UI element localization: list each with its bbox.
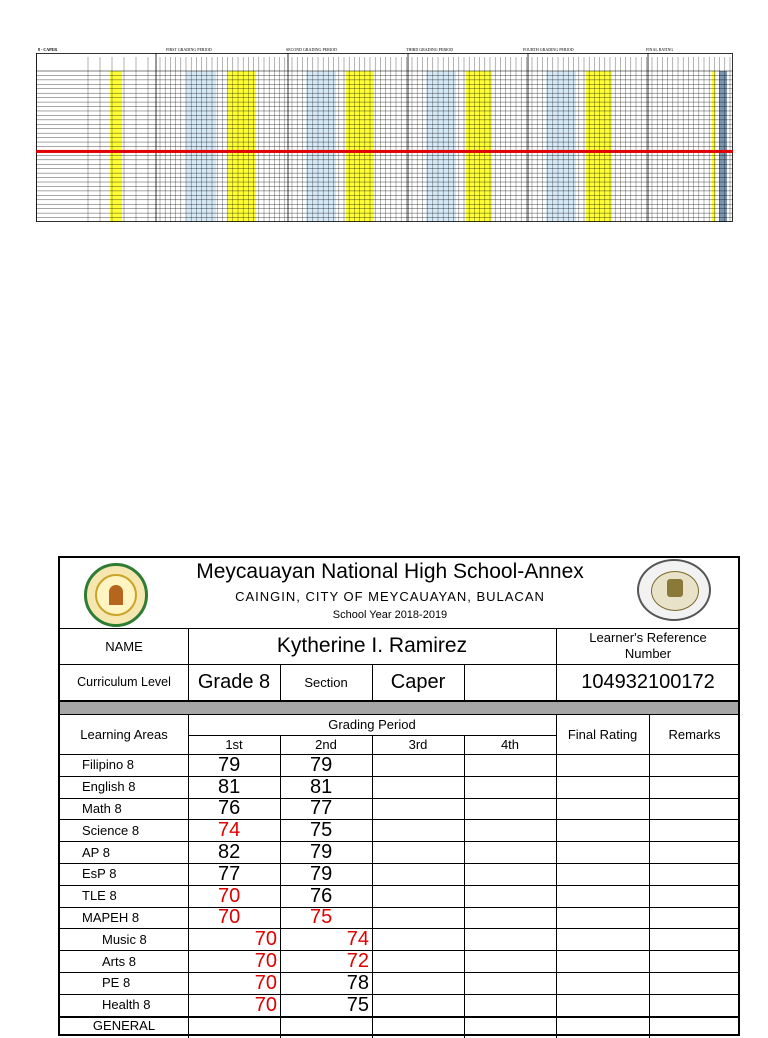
- grade-q1: 76: [218, 797, 241, 820]
- subject-name: TLE 8: [82, 888, 117, 904]
- section-value: Caper: [390, 670, 446, 693]
- grade-q1: 70: [254, 928, 277, 951]
- grade-q1: 82: [218, 841, 241, 864]
- row-divider: [60, 776, 738, 777]
- grade-q1: 81: [218, 775, 241, 798]
- grade-q1: 74: [218, 819, 241, 842]
- grade-q2: 76: [310, 884, 333, 907]
- lrn-value: 104932100172: [581, 670, 715, 693]
- general-average-label: GENERAL: [92, 1018, 156, 1033]
- grading-period-header: Grading Period: [328, 717, 416, 732]
- school-name: Meycauayan National High School-Annex: [196, 560, 584, 583]
- row-divider: [60, 863, 738, 864]
- grade-q2: 75: [310, 819, 333, 842]
- subject-name: Math 8: [82, 800, 122, 816]
- row-divider: [60, 950, 738, 951]
- row-divider: [60, 1016, 738, 1017]
- sheet-period-fourth: FOURTH GRADING PERIOD: [523, 47, 574, 52]
- grade-level-value: Grade 8: [197, 670, 271, 693]
- grade-q1: 70: [218, 884, 241, 907]
- sheet-period-first: FIRST GRADING PERIOD: [166, 47, 212, 52]
- learning-areas-header: Learning Areas: [80, 726, 168, 742]
- quarter-2-header: 2nd: [315, 737, 337, 752]
- quarter-3-header: 3rd: [408, 737, 428, 752]
- sheet-grid: [36, 53, 733, 222]
- subject-name: Filipino 8: [82, 757, 135, 773]
- grade-q2: 75: [310, 906, 333, 929]
- grade-q2: 75: [346, 993, 369, 1016]
- grade-q2: 81: [310, 775, 333, 798]
- subject-name: Music 8: [102, 931, 147, 947]
- school-year: School Year 2018-2019: [332, 609, 448, 621]
- name-label: NAME: [105, 638, 143, 654]
- remarks-header: Remarks: [668, 726, 721, 742]
- separator-band: [60, 702, 738, 714]
- quarter-1-header: 1st: [225, 737, 243, 752]
- row-divider: [60, 907, 738, 908]
- grade-q2: 74: [346, 928, 369, 951]
- subject-name: MAPEH 8: [82, 909, 140, 925]
- row-divider: [60, 928, 738, 929]
- grade-q1: 70: [254, 950, 277, 973]
- grade-q1: 70: [218, 906, 241, 929]
- subject-name: Health 8: [102, 997, 151, 1013]
- grade-q2: 78: [346, 971, 369, 994]
- row-divider: [60, 798, 738, 799]
- row-divider: [60, 841, 738, 842]
- subject-name: Arts 8: [102, 953, 136, 969]
- deped-seal-icon: [84, 563, 148, 627]
- sheet-section-label: 8 - CAPER: [38, 47, 58, 52]
- sheet-red-row: [36, 150, 733, 153]
- student-name: Kytherine I. Ramirez: [276, 634, 468, 657]
- grade-q2: 79: [310, 841, 333, 864]
- section-label: Section: [304, 674, 348, 690]
- grade-q1: 70: [254, 971, 277, 994]
- row-divider: [60, 885, 738, 886]
- sheet-period-second: SECOND GRADING PERIOD: [286, 47, 337, 52]
- curriculum-level-label: Curriculum Level: [77, 675, 171, 689]
- class-record-sheet: [36, 45, 733, 222]
- report-card: [58, 556, 740, 1036]
- grade-q2: 77: [310, 797, 333, 820]
- row-divider: [60, 994, 738, 995]
- grade-q2: 72: [346, 950, 369, 973]
- sheet-period-third: THIRD GRADING PERIOD: [406, 47, 454, 52]
- school-seal-icon: [637, 559, 711, 621]
- subject-name: PE 8: [102, 975, 131, 991]
- row-divider: [60, 972, 738, 973]
- quarter-4-header: 4th: [500, 737, 520, 752]
- subject-name: AP 8: [82, 844, 110, 860]
- final-rating-header: Final Rating: [567, 726, 638, 742]
- grade-q2: 79: [310, 862, 333, 885]
- subject-name: EsP 8: [82, 866, 117, 882]
- subject-name: Science 8: [82, 822, 140, 838]
- sheet-period-final: FINAL RATING: [646, 47, 674, 52]
- grade-q1: 70: [254, 993, 277, 1016]
- row-divider: [60, 819, 738, 820]
- school-address: CAINGIN, CITY OF MEYCAUAYAN, BULACAN: [235, 588, 545, 604]
- lrn-label: Learner's Reference Number: [589, 630, 707, 661]
- grade-q2: 79: [310, 753, 333, 776]
- subject-name: English 8: [82, 779, 136, 795]
- grade-q1: 77: [218, 862, 241, 885]
- grade-q1: 79: [218, 753, 241, 776]
